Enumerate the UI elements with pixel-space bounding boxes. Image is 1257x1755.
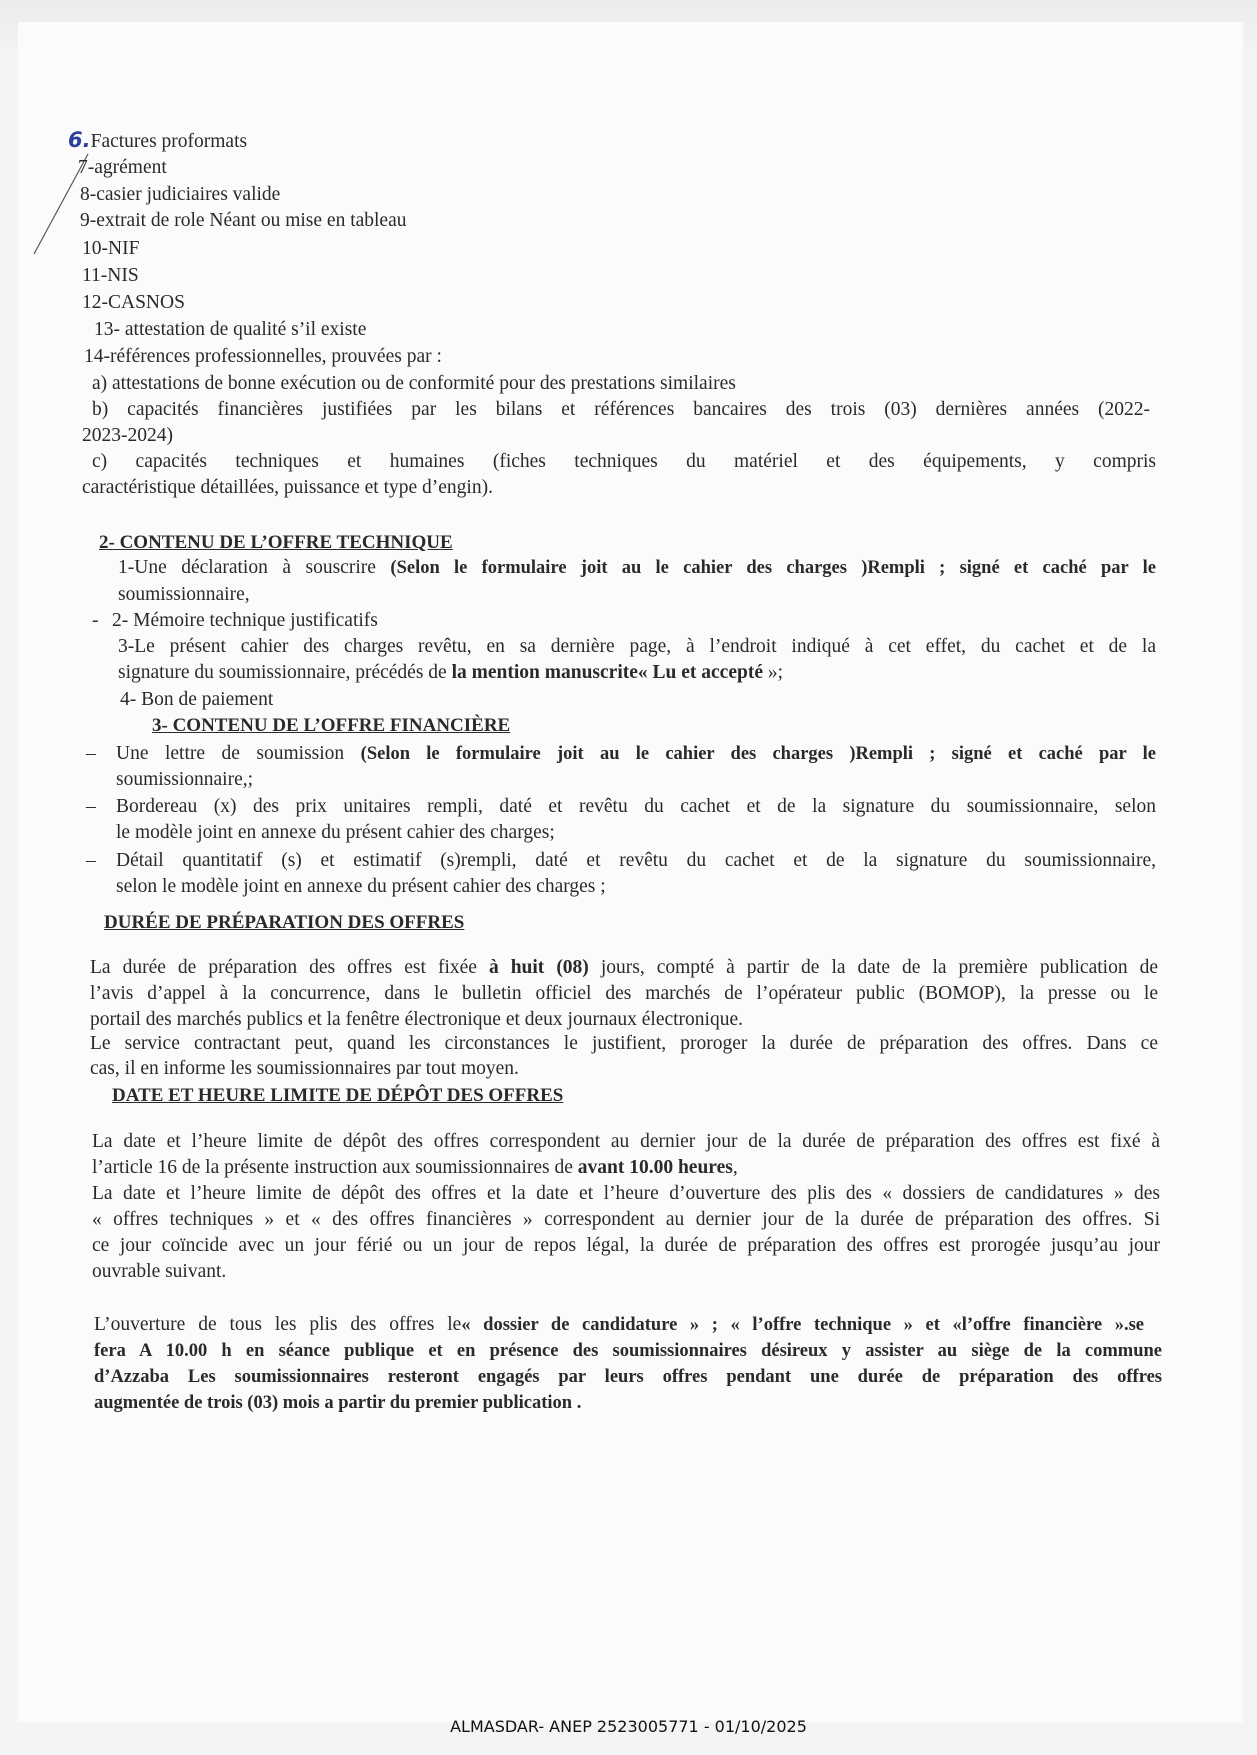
list-subitem-c-cont: caractéristique détaillées, puissance et type d’engin). (82, 477, 493, 498)
list-item-14: 14-références professionnelles, prouvées par : (84, 346, 442, 367)
financial-item-3: Détail quantitatif (s) et estimatif (s)rempli, daté et revêtu du cachet et de la signature du soumissionnaire, (116, 850, 1156, 871)
technical-item-1: 1-Une déclaration à souscrire (Selon le formulaire joit au le cahier des charges )Rempli ; signé et caché par le (118, 557, 1156, 578)
financial-item-2-cont: le modèle joint en annexe du présent cahier des charges; (116, 822, 555, 843)
financial-item-3-cont: selon le modèle joint en annexe du présent cahier des charges ; (116, 876, 606, 897)
list-subitem-b: b) capacités financières justifiées par les bilans et références bancaires des trois (03) dernières années (2022- (92, 399, 1150, 420)
deadline-heading: DATE ET HEURE LIMITE DE DÉPÔT DES OFFRES (112, 1085, 564, 1106)
technical-item-1-cont: soumissionnaire, (118, 584, 250, 605)
handwritten-number: 6. (68, 128, 91, 152)
deadline-p2-line3: ce jour coïncide avec un jour férié ou un jour de repos légal, la durée de préparation des offres est prorogée jusqu’au jour (92, 1235, 1160, 1256)
opening-line2: fera A 10.00 h en séance publique et en présence des soumissionnaires désireux y assister au siège de la commune (94, 1341, 1162, 1361)
list-item-8: 8-casier judiciaires valide (80, 184, 281, 205)
list-subitem-b-cont: 2023-2024) (82, 425, 173, 446)
financial-item-1-cont: soumissionnaire,; (116, 769, 254, 790)
technical-item-2: 2- Mémoire technique justificatifs (112, 610, 378, 631)
list-item-7: 7-agrément (78, 157, 167, 178)
publication-footer: ALMASDAR- ANEP 2523005771 - 01/10/2025 (450, 1717, 807, 1736)
financial-offer-heading: 3- CONTENU DE L’OFFRE FINANCIÈRE (152, 715, 511, 736)
financial-item-2-dash: – (86, 796, 96, 817)
deadline-p2-line2: « offres techniques » et « des offres financières » correspondent au dernier jour de la durée de préparation des offres. Si (92, 1209, 1160, 1230)
deadline-p1-line1: La date et l’heure limite de dépôt des offres correspondent au dernier jour de la durée de préparation des offres est fixé à (92, 1131, 1160, 1152)
preparation-p2-line1: Le service contractant peut, quand les circonstances le justifient, proroger la durée de préparation des offres. Dans ce (90, 1033, 1158, 1054)
preparation-p1-line3: portail des marchés publics et la fenêtre électronique et deux journaux électronique. (90, 1009, 743, 1030)
financial-item-3-dash: – (86, 850, 96, 871)
financial-item-1: Une lettre de soumission (Selon le formulaire joit au le cahier des charges )Rempli ; signé et caché par le (116, 743, 1157, 764)
deadline-p1-line2: l’article 16 de la présente instruction aux soumissionnaires de avant 10.00 heures, (92, 1157, 738, 1178)
opening-line3: d’Azzaba Les soumissionnaires resteront engagés par leurs offres pendant une durée de préparation des offres (94, 1367, 1162, 1387)
opening-line4: augmentée de trois (03) mois a partir du premier publication . (94, 1393, 582, 1413)
preparation-p2-line2: cas, il en informe les soumissionnaires par tout moyen. (90, 1058, 519, 1079)
opening-line1: L’ouverture de tous les plis des offres le« dossier de candidature » ; « l’offre technique » et «l’offre financière ».se (94, 1314, 1145, 1335)
list-item-13: 13- attestation de qualité s’il existe (94, 319, 367, 340)
deadline-p2-line4: ouvrable suivant. (92, 1261, 227, 1282)
list-subitem-a: a) attestations de bonne exécution ou de conformité pour des prestations similaires (92, 373, 736, 394)
deadline-p2-line1: La date et l’heure limite de dépôt des offres et la date et l’heure d’ouverture des plis des « dossiers de candidatures » des (92, 1183, 1160, 1204)
technical-item-3: 3-Le présent cahier des charges revêtu, en sa dernière page, à l’endroit indiqué à cet effet, du cachet et de la (118, 636, 1156, 657)
financial-item-2: Bordereau (x) des prix unitaires rempli, daté et revêtu du cachet et de la signature du soumissionnaire, selon (116, 796, 1156, 817)
technical-item-4: 4- Bon de paiement (120, 689, 274, 710)
list-item-12: 12-CASNOS (82, 292, 185, 313)
list-item-10: 10-NIF (82, 238, 140, 259)
list-item-11: 11-NIS (82, 265, 139, 286)
list-item-9: 9-extrait de role Néant ou mise en tableau (80, 210, 407, 231)
preparation-p1-line2: l’avis d’appel à la concurrence, dans le bulletin officiel des marchés de l’opérateur public (BOMOP), la presse ou le (90, 983, 1158, 1004)
preparation-heading: DURÉE DE PRÉPARATION DES OFFRES (104, 912, 465, 933)
list-item-6: 6.Factures proformats (68, 128, 248, 152)
technical-item-3-cont: signature du soumissionnaire, précédés de la mention manuscrite« Lu et accepté »; (118, 662, 784, 683)
list-subitem-c: c) capacités techniques et humaines (fiches techniques du matériel et des équipements, y compris (92, 451, 1156, 472)
technical-item-2-dash: - (92, 610, 99, 631)
technical-offer-heading: 2- CONTENU DE L’OFFRE TECHNIQUE (99, 532, 453, 553)
financial-item-1-dash: – (86, 743, 96, 764)
preparation-p1-line1: La durée de préparation des offres est fixée à huit (08) jours, compté à partir de la date de la première publication de (90, 957, 1159, 978)
